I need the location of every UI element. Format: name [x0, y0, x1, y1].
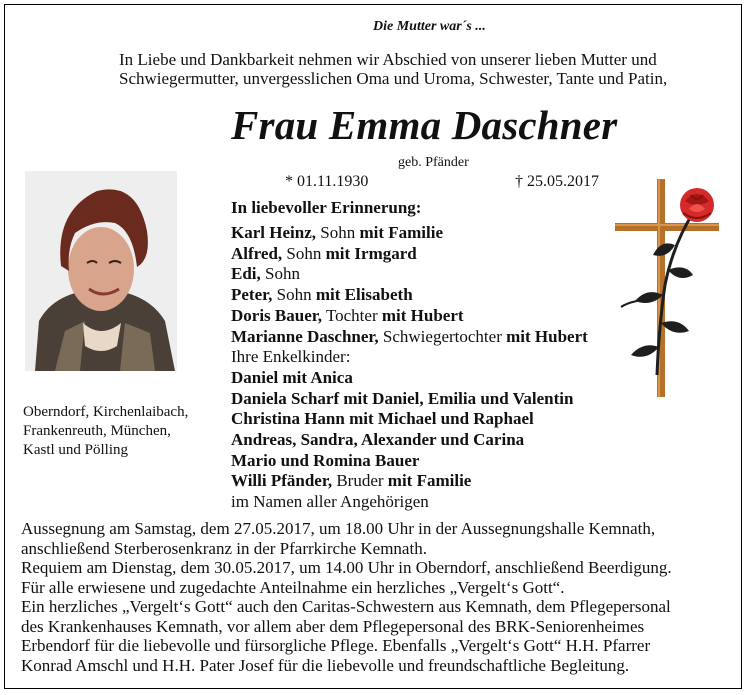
- intro-line: In Liebe und Dankbarkeit nehmen wir Abschied von unserer lieben Mutter und: [119, 50, 657, 69]
- mourner-line: Doris Bauer, Tochter mit Hubert: [231, 305, 464, 325]
- mourner-line: Edi, Sohn: [231, 264, 300, 284]
- mourner-line: Daniel mit Anica: [231, 367, 353, 387]
- mourner-line: Alfred, Sohn mit Irmgard: [231, 243, 417, 263]
- rose: [680, 188, 714, 222]
- portrait-photo: [25, 171, 177, 371]
- detail-line: anschließend Sterberosenkranz in der Pfarrkirche Kemnath.: [21, 538, 427, 558]
- place-line: Oberndorf, Kirchenlaibach,: [23, 404, 189, 420]
- mourner-line: Marianne Daschner, Schwiegertochter mit Hubert: [231, 326, 588, 346]
- mourner-line: Ihre Enkelkinder:: [231, 347, 351, 367]
- intro-text: [119, 50, 739, 88]
- service-details: [21, 519, 741, 675]
- obituary-notice: [4, 4, 742, 689]
- cross-with-rose-icon: [613, 175, 723, 400]
- detail-line: Aussegnung am Samstag, dem 27.05.2017, um 18.00 Uhr in der Aussegnungshalle Kemnath,: [21, 519, 656, 538]
- detail-line: des Krankenhauses Kemnath, vor allem aber dem Pflegepersonal des BRK-Seniorenheimes: [21, 616, 645, 636]
- death-date: † 25.05.2017: [515, 173, 599, 190]
- places: [23, 403, 188, 460]
- place-line: Frankenreuth, München,: [23, 423, 171, 439]
- mourner-line: Christina Hann mit Michael und Raphael: [231, 409, 534, 429]
- mourner-line: im Namen aller Angehörigen: [231, 492, 429, 512]
- detail-line: Für alle erwiesene und zugedachte Anteilnahme ein herzliches „Vergelt‘s Gott“.: [21, 577, 565, 597]
- remembrance-heading: In liebevoller Erinnerung:: [231, 198, 422, 217]
- mourner-line: Karl Heinz, Sohn mit Familie: [231, 223, 444, 242]
- detail-line: Ein herzliches „Vergelt‘s Gott“ auch den Caritas-Schwestern aus Kemnath, dem Pflegepersonal: [21, 597, 671, 616]
- mourner-line: Willi Pfänder, Bruder mit Familie: [231, 471, 472, 491]
- place-line: Kastl und Pölling: [23, 442, 129, 458]
- detail-line: Requiem am Dienstag, dem 30.05.2017, um 14.00 Uhr in Oberndorf, anschließend Beerdigung.: [21, 558, 672, 577]
- deceased-name: Frau Emma Daschner: [231, 102, 618, 148]
- mourners-list: [231, 223, 588, 513]
- birth-date: * 01.11.1930: [285, 173, 369, 190]
- mourner-line: Mario und Romina Bauer: [231, 450, 420, 470]
- motto: Die Mutter war´s ...: [373, 19, 486, 34]
- maiden-name: geb. Pfänder: [398, 155, 469, 170]
- mourner-line: Andreas, Sandra, Alexander und Carina: [231, 430, 525, 450]
- mourner-line: Peter, Sohn mit Elisabeth: [231, 285, 413, 305]
- mourner-line: Daniela Scharf mit Daniel, Emilia und Valentin: [231, 388, 574, 408]
- portrait-illustration: [25, 171, 177, 371]
- intro-line: Schwiegermutter, unvergesslichen Oma und Uroma, Schwester, Tante und Patin,: [119, 69, 668, 88]
- detail-line: Konrad Amschl und H.H. Pater Josef für die liebevolle und freundschaftliche Begleitung.: [21, 655, 630, 675]
- detail-line: Erbendorf für die liebevolle und fürsorgliche Pflege. Ebenfalls „Vergelt‘s Gott“ H.H. Pfarrer: [21, 636, 651, 655]
